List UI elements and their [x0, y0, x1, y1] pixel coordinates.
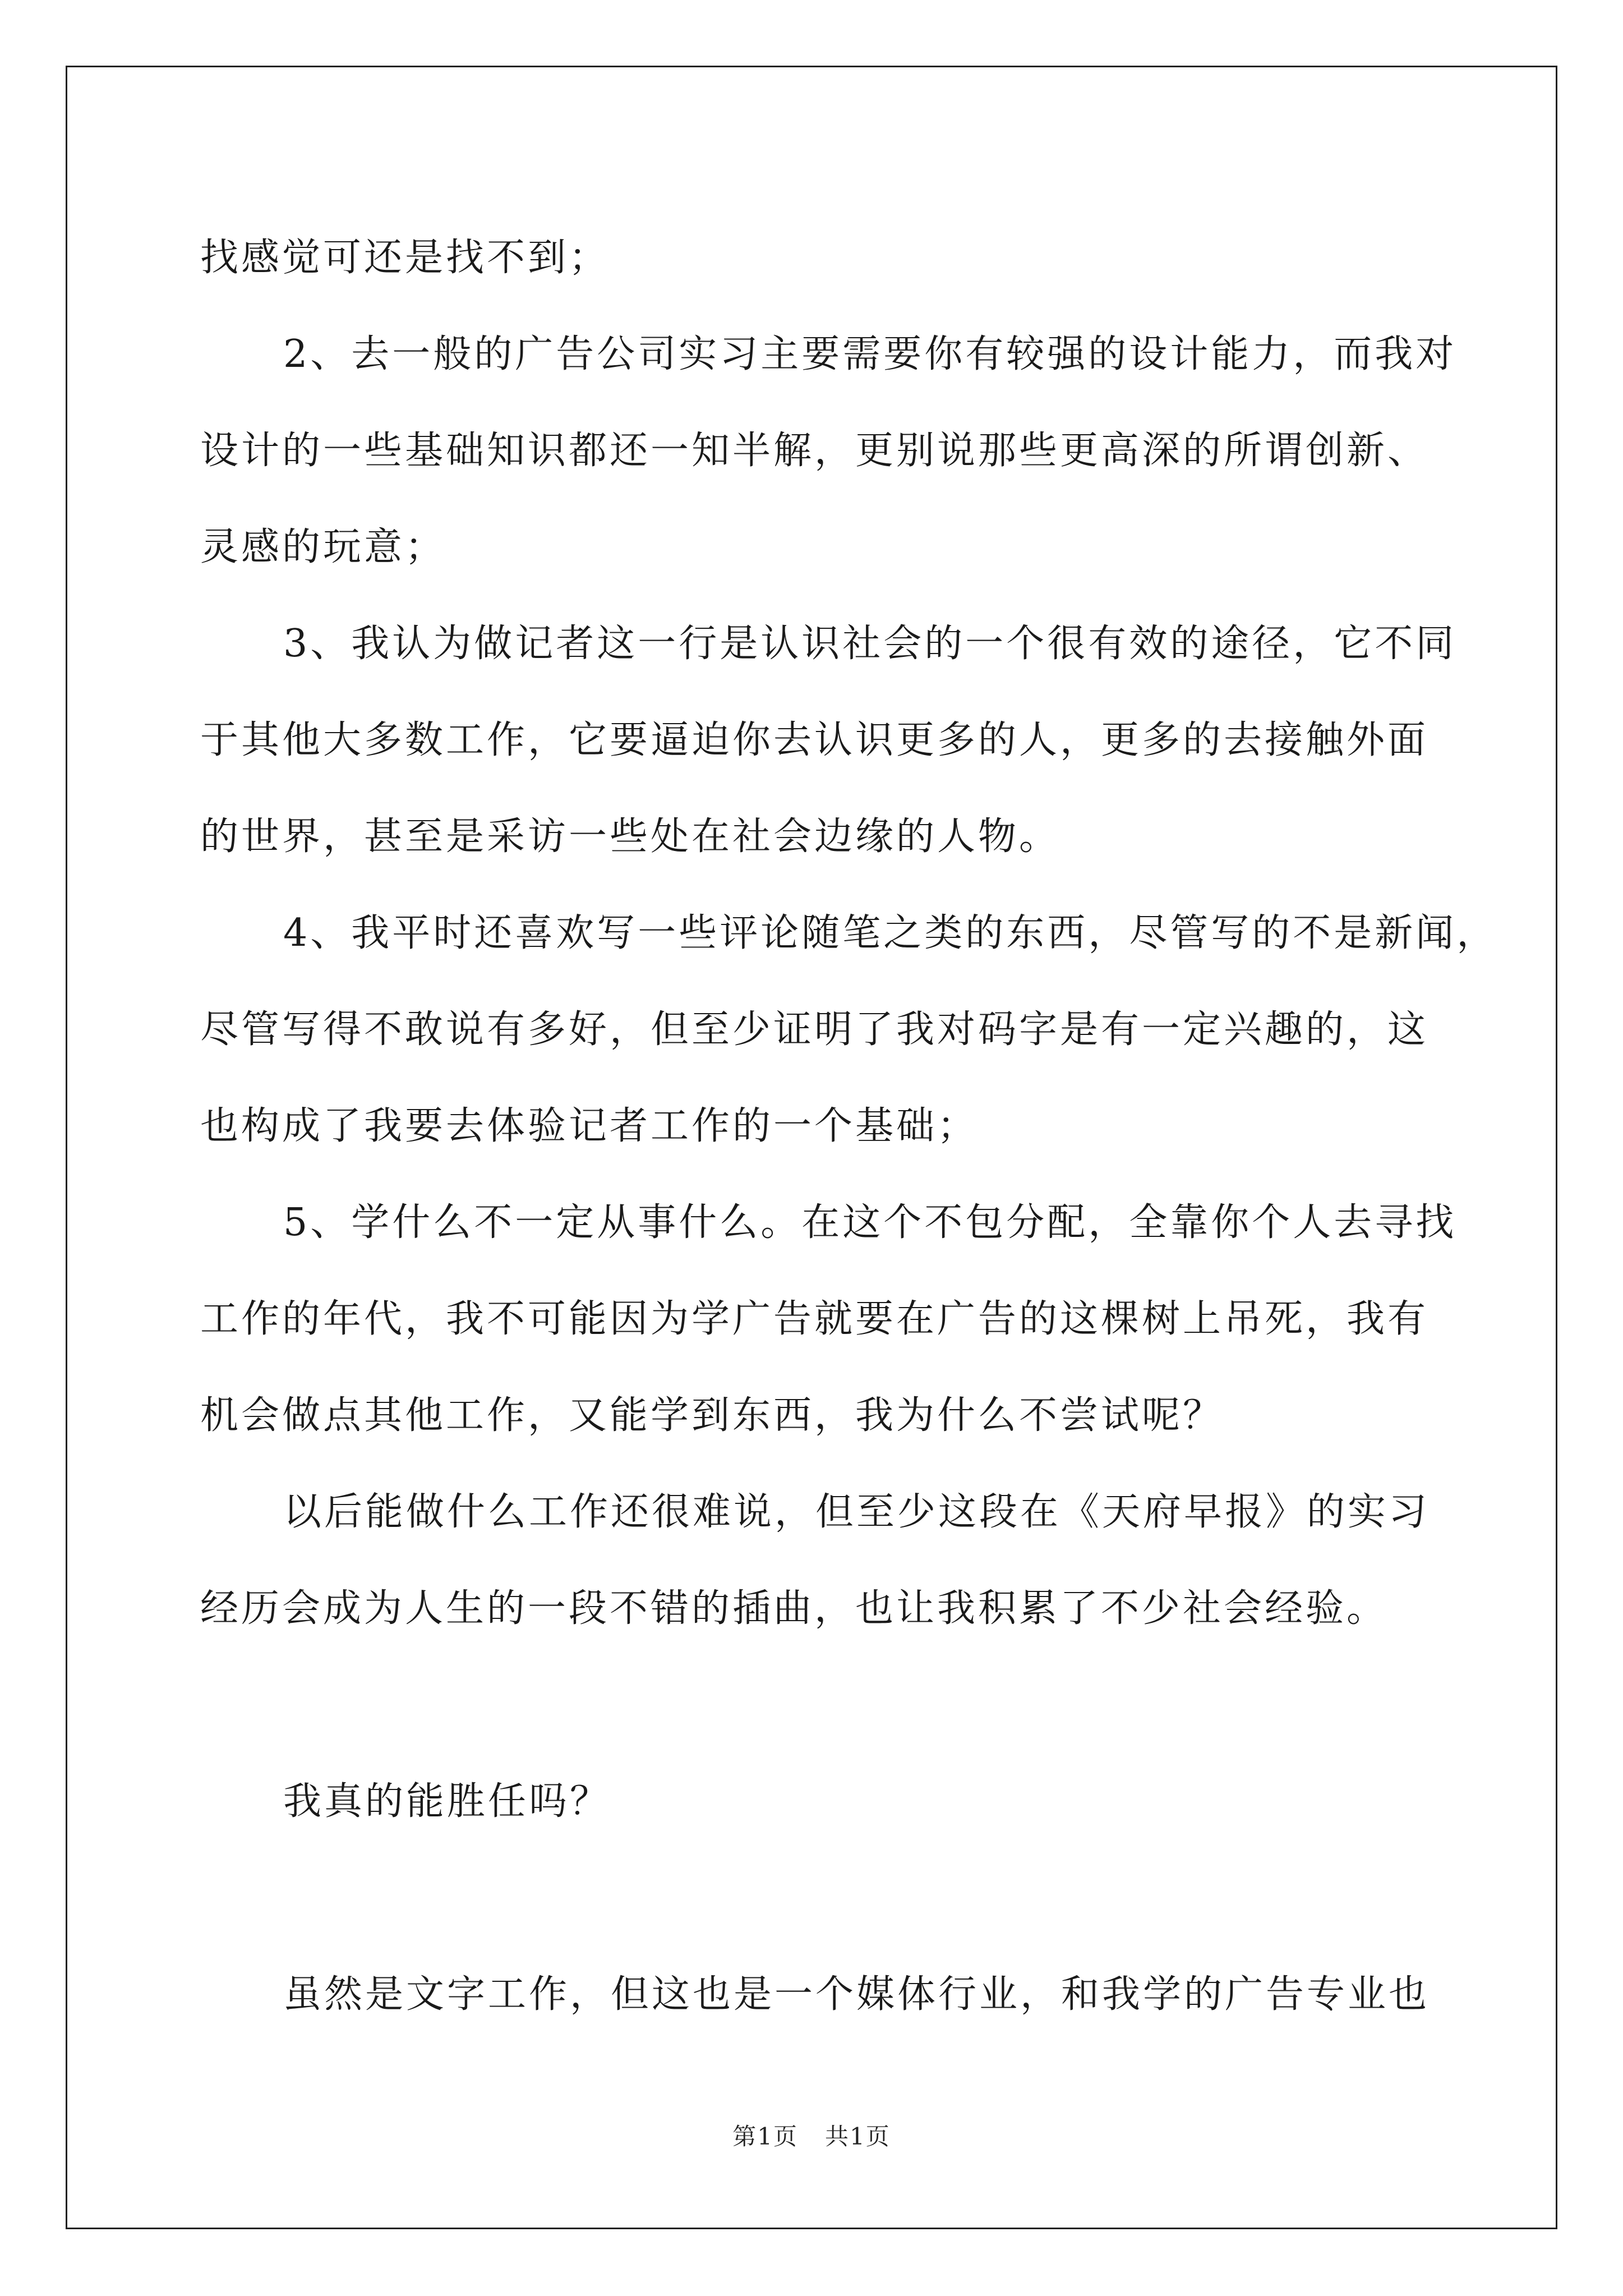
text-line: 4、我平时还喜欢写一些评论随笔之类的东西，尽管写的不是新闻，	[283, 911, 1498, 955]
text-line: 灵感的玩意；	[200, 525, 446, 569]
text-line: 于其他大多数工作，它要逼迫你去认识更多的人，更多的去接触外面	[200, 718, 1429, 762]
text-line: 也构成了我要去体验记者工作的一个基础；	[200, 1104, 979, 1148]
text-line: 尽管写得不敢说有多好，但至少证明了我对码字是有一定兴趣的，这	[200, 1007, 1429, 1052]
text-line: 工作的年代，我不可能因为学广告就要在广告的这棵树上吊死，我有	[200, 1297, 1429, 1341]
text-line: 的世界，甚至是采访一些处在社会边缘的人物。	[200, 815, 1061, 859]
text-line: 5、学什么不一定从事什么。在这个不包分配，全靠你个人去寻找	[283, 1200, 1457, 1245]
text-line: 3、我认为做记者这一行是认识社会的一个很有效的途径，它不同	[283, 622, 1457, 666]
text-line: 虽然是文字工作，但这也是一个媒体行业，和我学的广告专业也	[283, 1972, 1430, 2017]
page-number-total: 共1页	[825, 2123, 891, 2150]
text-line: 2、去一般的广告公司实习主要需要你有较强的设计能力，而我对	[283, 332, 1457, 376]
page-number-current: 第1页	[732, 2123, 798, 2150]
text-line: 设计的一些基础知识都还一知半解，更别说那些更高深的所谓创新、	[200, 429, 1429, 473]
text-line: 以后能做什么工作还很难说，但至少这段在《天府早报》的实习	[283, 1490, 1430, 1534]
text-line: 机会做点其他工作，又能学到东西，我为什么不尝试呢？	[200, 1393, 1224, 1438]
text-line: 我真的能胜任吗？	[283, 1779, 611, 1824]
text-line: 经历会成为人生的一段不错的插曲，也让我积累了不少社会经验。	[200, 1586, 1388, 1631]
text-line: 找感觉可还是找不到；	[200, 236, 610, 280]
page-footer	[0, 2118, 1623, 2152]
